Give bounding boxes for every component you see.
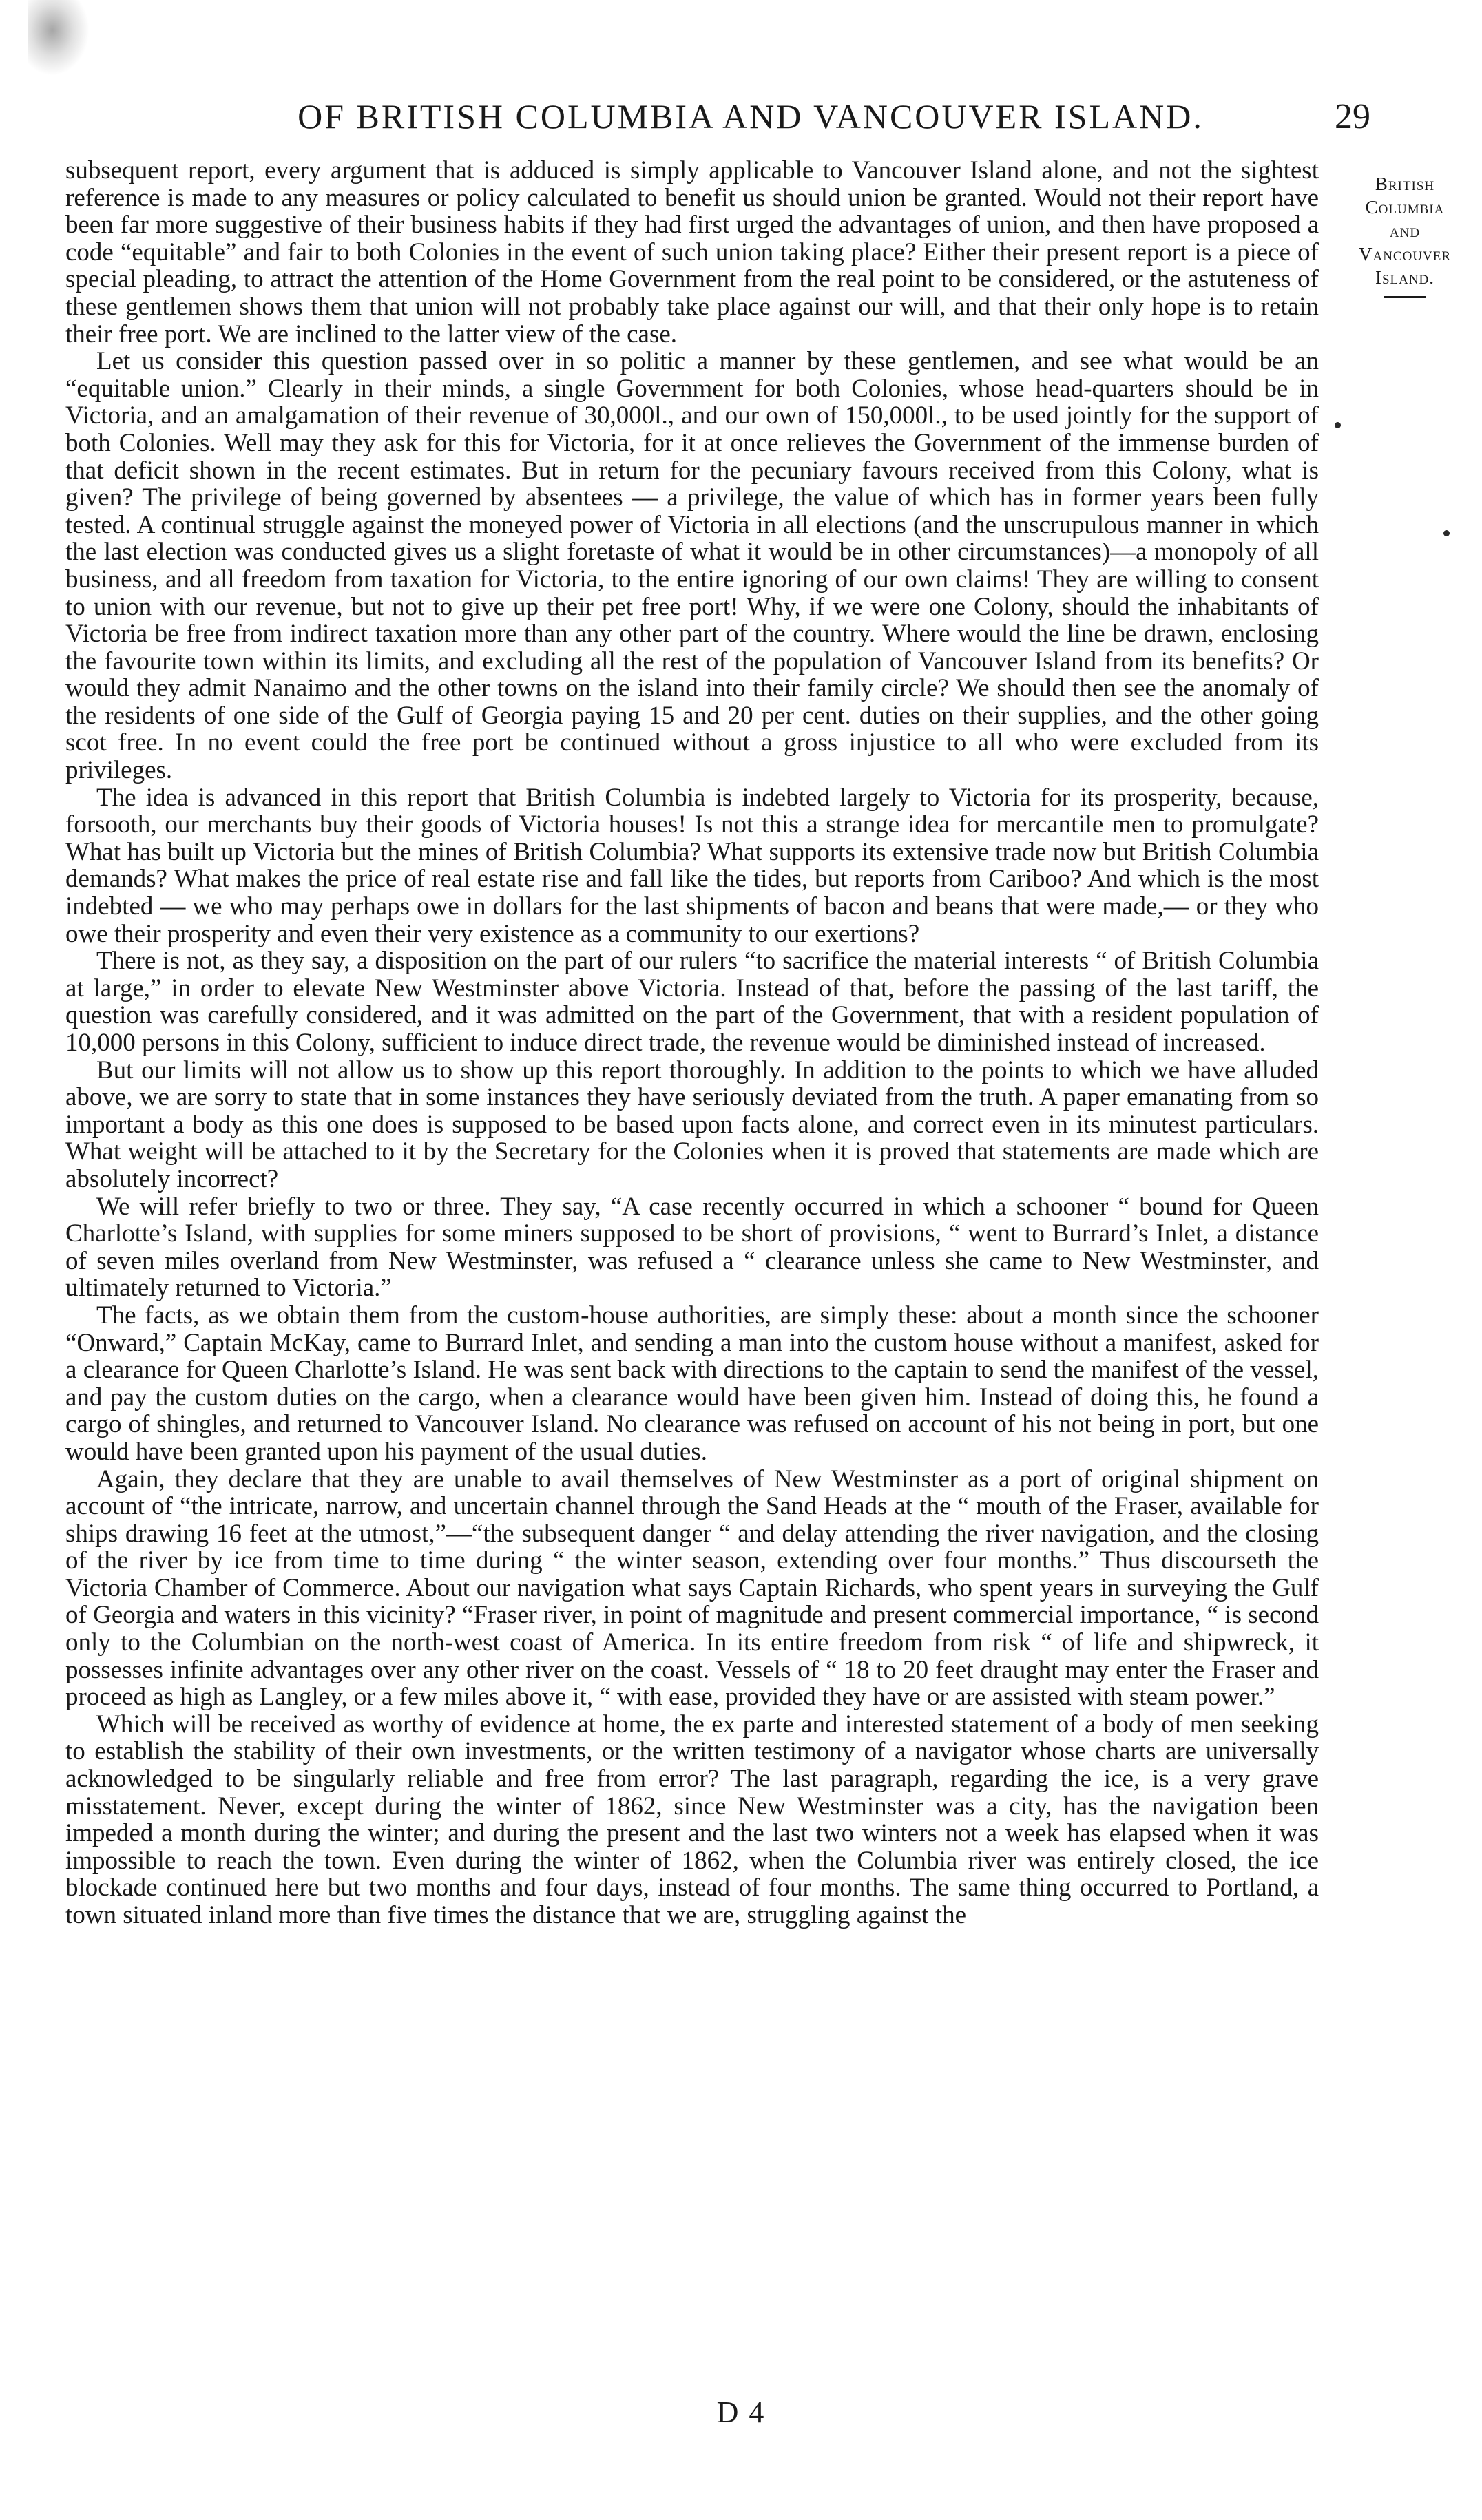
paragraph: Again, they declare that they are unable to avail themselves of New Westminster as a port of original shipment on account of “the intricate, narrow, and uncertain channel through the Sand Heads at the “ mouth of the Fraser, available for ships drawing 16 feet at the utmost,”—“the subsequent danger “ and delay attending the river navigation, and the closing of the river by ice from time to time during “ the winter season, extending over four months.” Thus discourseth the Victoria Chamber of Commerce. About our navigation what says Captain Richards, who spent years in surveying the Gulf of Georgia and waters in this vicinity? “Fraser river, in point of magnitude and present commercial importance, “ is second only to the Columbian on the north-west coast of America. In its entire freedom from risk “ of life and shipwreck, it possesses infinite advantages over any other river on the coast. Vessels of “ 18 to 20 feet draught may enter the Fraser and proceed as high as Langley, or a few miles above it, “ with ease, provided they have or are assisted with steam power.” xyxy=(65,1464,1319,1712)
paragraph: We will refer briefly to two or three. They say, “A case recently occurred in which a schooner “ bound for Queen Charlotte’s Island, with supplies for some miners supposed to be short of provisions, “ went to Burrard’s Inlet, a distance of seven miles overland from New Westminster, was refused a “ clearance unless she came to New Westminster, and ultimately returned to Victoria.” xyxy=(65,1192,1319,1303)
running-head: OF BRITISH COLUMBIA AND VANCOUVER ISLAND. xyxy=(298,97,1204,136)
marginal-note-line: British xyxy=(1375,174,1435,194)
page-header xyxy=(207,96,1370,151)
paragraph: Which will be received as worthy of evidence at home, the ex parte and interested statement of a body of men seeking to establish the stability of their own investments, or the written testimony of a navigator whose charts are universally acknowledged to be singularly reliable and free from error? The last paragraph, regarding the ice, is a very grave misstatement. Never, except during the winter of 1862, since New Westminster was a city, has the navigation been impeded a month during the winter; and during the present and the last two winters not a week has elapsed when it was impossible to reach the town. Even during the winter of 1862, when the Columbia river was entirely closed, the ice blockade continued here but two months and four days, instead of four months. The same thing occurred to Portland, a town situated inland more than five times the distance that we are, struggling against the xyxy=(65,1710,1319,1929)
ink-speck xyxy=(1335,422,1341,428)
page-corner-smudge xyxy=(28,0,90,76)
page-number: 29 xyxy=(1335,97,1370,136)
paragraph: The idea is advanced in this report that British Columbia is indebted largely to Victoria for its prosperity, because, forsooth, our merchants buy their goods of Victoria houses! Is not this a strange idea for mercantile men to promulgate? What has built up Victoria but the mines of British Columbia? What supports its extensive trade now but British Columbia demands? What makes the price of real estate rise and fall like the tides, but reports from Cariboo? And which is the most indebted — we who may perhaps owe in dollars for the last shipments of bacon and beans that were made,— or they who owe their prosperity and even their very existence as a community to our exertions? xyxy=(65,783,1319,948)
paragraph: Let us consider this question passed over in so politic a manner by these gentlemen, and see what would be an “equitable union.” Clearly in their minds, a single Government for both Colonies, whose head-quarters should be in Victoria, and an amalgamation of their revenue of 30,000l., and our own of 150,000l., to be used jointly for the support of both Colonies. Well may they ask for this for Victoria, for it at once relieves the Government of the immense burden of that deficit shown in the recent estimates. But in return for the pecuniary favours received from this Colony, what is given? The privilege of being governed by absentees — a privilege, the value of which has in former years been fully tested. A continual struggle against the moneyed power of Victoria in all elections (and the unscrupulous manner in which the last election was conducted gives us a slight foretaste of what it would be in other circumstances)—a monopoly of all business, and all freedom from taxation for Victoria, to the entire ignoring of our own claims! They are willing to consent to union with our revenue, but not to give up their pet free port! Why, if we were one Colony, should the inhabitants of Victoria be free from indirect taxation more than any other part of the country. Where would the line be drawn, enclosing the favourite town within its limits, and excluding all the rest of the population of Vancouver Island from its benefits? Or would they admit Nanaimo and the other towns on the island into their family circle? We should then see the anomaly of the residents of one side of the Gulf of Georgia paying 15 and 20 per cent. duties on their supplies, and the other going scot free. In no event could the free port be continued without a gross injustice to all who were excluded from its privileges. xyxy=(65,347,1319,785)
body-text xyxy=(65,157,1319,1929)
paragraph: The facts, as we obtain them from the custom-house authorities, are simply these: about a month since the schooner “Onward,” Captain McKay, came to Burrard Inlet, and sending a man into the custom house without a manifest, asked for a clearance for Queen Charlotte’s Island. He was sent back with directions to the captain to send the manifest of the vessel, and pay the custom duties on the cargo, when a clearance would have been given him. Instead of doing this, he found a cargo of shingles, and returned to Vancouver Island. No clearance was refused on account of his not being in port, but one would have been granted upon his payment of the usual duties. xyxy=(65,1301,1319,1466)
marginal-note-line: Columbia xyxy=(1365,197,1445,218)
paragraph: There is not, as they say, a disposition on the part of our rulers “to sacrifice the material interests “ of British Columbia at large,” in order to elevate New Westminster above Victoria. Instead of that, before the passing of the last tariff, the question was carefully considered, and it was admitted on the part of the Government, that with a resident population of 10,000 persons in this Colony, sufficient to induce direct trade, the revenue would be diminished instead of increased. xyxy=(65,947,1319,1057)
signature-mark: D 4 xyxy=(716,2395,766,2429)
paragraph: But our limits will not allow us to show up this report thoroughly. In addition to the points to which we have alluded above, we are sorry to state that in some instances they have seriously deviated from the truth. A paper emanating from so important a body as this one does is supposed to be based upon facts alone, and correct even in its minutest particulars. What weight will be attached to it by the Secretary for the Colonies when it is proved that statements are made which are absolutely incorrect? xyxy=(65,1056,1319,1193)
marginal-note xyxy=(1343,172,1467,298)
ink-speck xyxy=(1443,530,1450,536)
marginal-note-line: and xyxy=(1389,220,1421,241)
marginal-note-line: Island. xyxy=(1375,267,1435,288)
paragraph: subsequent report, every argument that is adduced is simply applicable to Vancouver Island alone, and not the sightest reference is made to any measures or policy calculated to benefit us should union be granted. Would not their report have been far more suggestive of their business habits if they had first urged the advantages of union, and then have proposed a code “equitable” and fair to both Colonies in the event of such union taking place? Either their present report is a piece of special pleading, to attract the attention of the Home Government from the real point to be considered, or the astuteness of these gentlemen shows them that union will not probably take place against our will, and that their only hope is to retain their free port. We are inclined to the latter view of the case. xyxy=(65,156,1319,348)
marginal-note-line: Vancouver xyxy=(1358,244,1452,264)
marginal-rule xyxy=(1384,296,1426,298)
